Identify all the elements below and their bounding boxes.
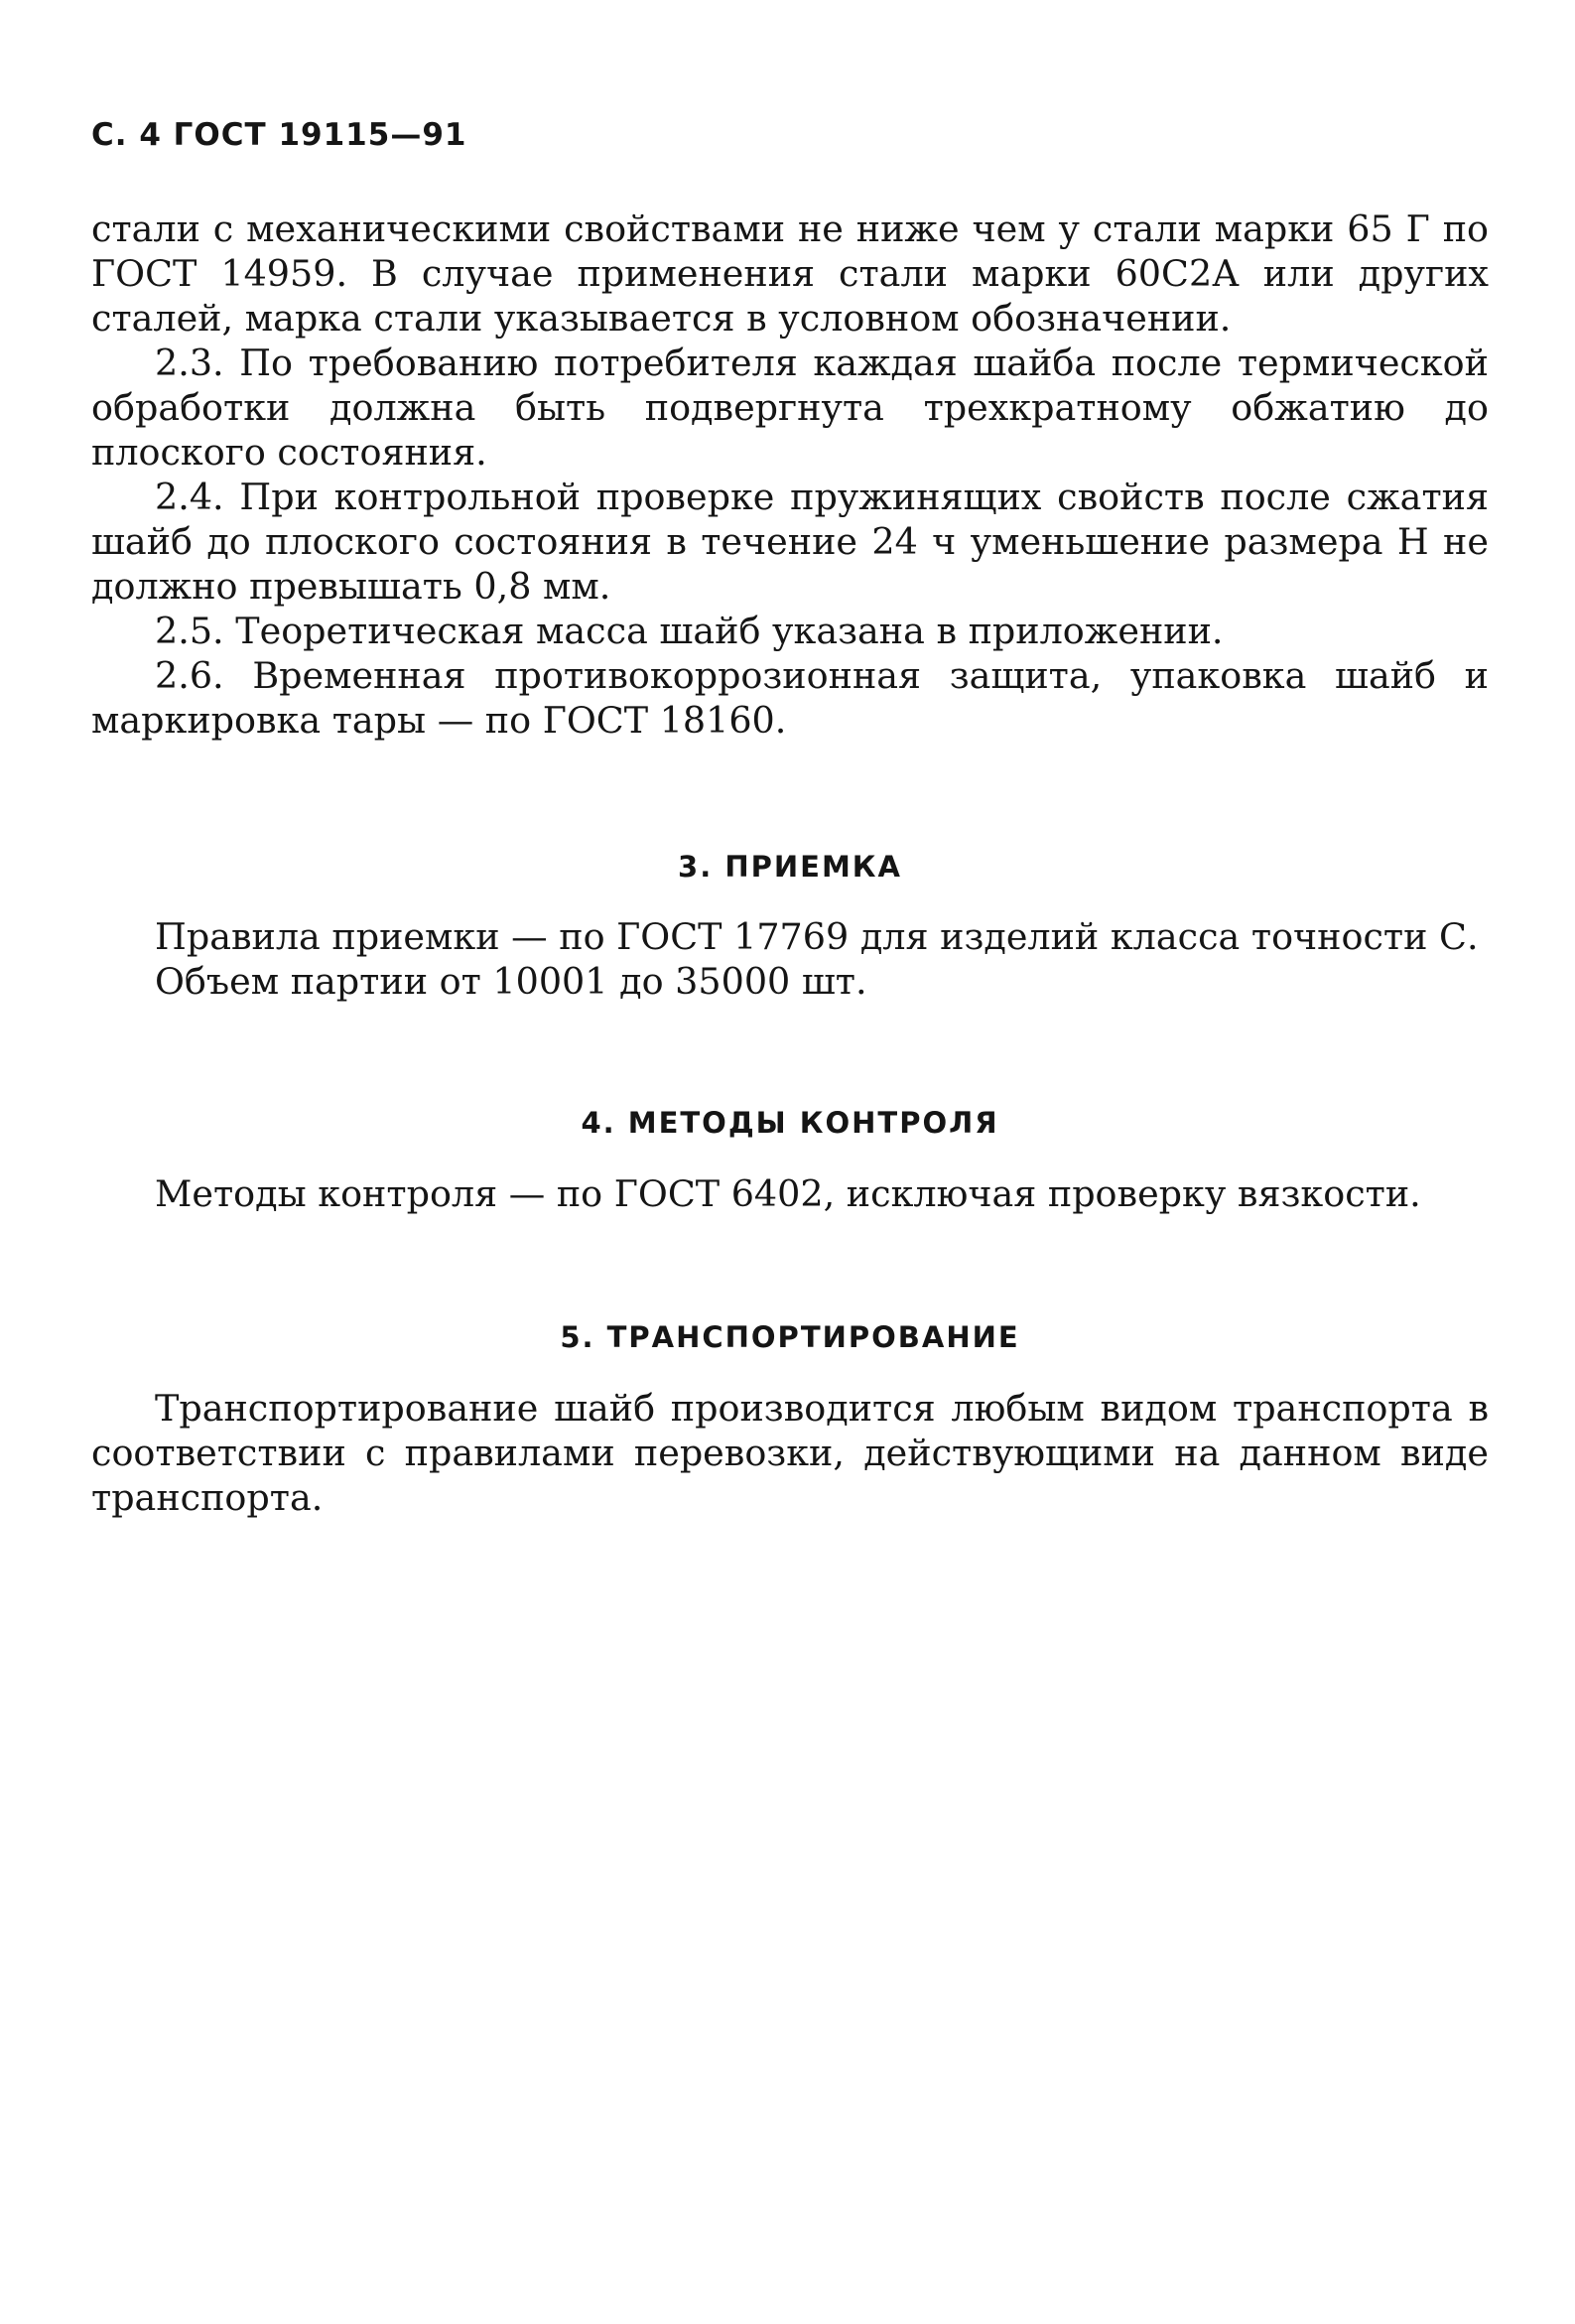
paragraph-2-5: 2.5. Теоретическая масса шайб указана в приложении.: [155, 610, 1224, 652]
section-heading-transportation: 5. ТРАНСПОРТИРОВАНИЕ: [560, 1320, 1020, 1354]
running-header: С. 4 ГОСТ 19115—91: [91, 117, 467, 153]
paragraph-2-3: 2.3. По требованию потребителя каждая шайба после термической обработки должна быть подвергнута трехкратному обжатию до плоского состояния.: [91, 342, 1489, 474]
paragraph-batch-volume: Объем партии от 10001 до 35000 шт.: [155, 960, 867, 1003]
section-heading-acceptance: 3. ПРИЕМКА: [678, 850, 902, 884]
section-3-body: [91, 914, 1489, 1004]
paragraph-transportation: Транспортирование шайб производится любым видом транспорта в соответствии с правилами перевозки, действующими на данном виде транспорта.: [91, 1387, 1489, 1519]
paragraph-2-4: 2.4. При контрольной проверке пружинящих свойств после сжатия шайб до плоского состояния в течение 24 ч уменьшение размера Н не должно превышать 0,8 мм.: [91, 476, 1489, 608]
section-2-continued: [91, 206, 1489, 743]
section-heading-control-methods: 4. МЕТОДЫ КОНТРОЛЯ: [581, 1106, 999, 1140]
section-5-body: [91, 1386, 1489, 1520]
paragraph-control-methods: Методы контроля — по ГОСТ 6402, исключая проверку вязкости.: [155, 1172, 1421, 1215]
paragraph-2-6: 2.6. Временная противокоррозионная защита, упаковка шайб и маркировка тары — по ГОСТ 18160.: [91, 654, 1489, 742]
section-4-body: [91, 1171, 1489, 1216]
paragraph-steel-grade: стали с механическими свойствами не ниже чем у стали марки 65 Г по ГОСТ 14959. В случае применения стали марки 60С2А или других сталей, марка стали указывается в условном обозначении.: [91, 207, 1489, 340]
paragraph-acceptance-rules: Правила приемки — по ГОСТ 17769 для изделий класса точности С.: [155, 915, 1479, 958]
